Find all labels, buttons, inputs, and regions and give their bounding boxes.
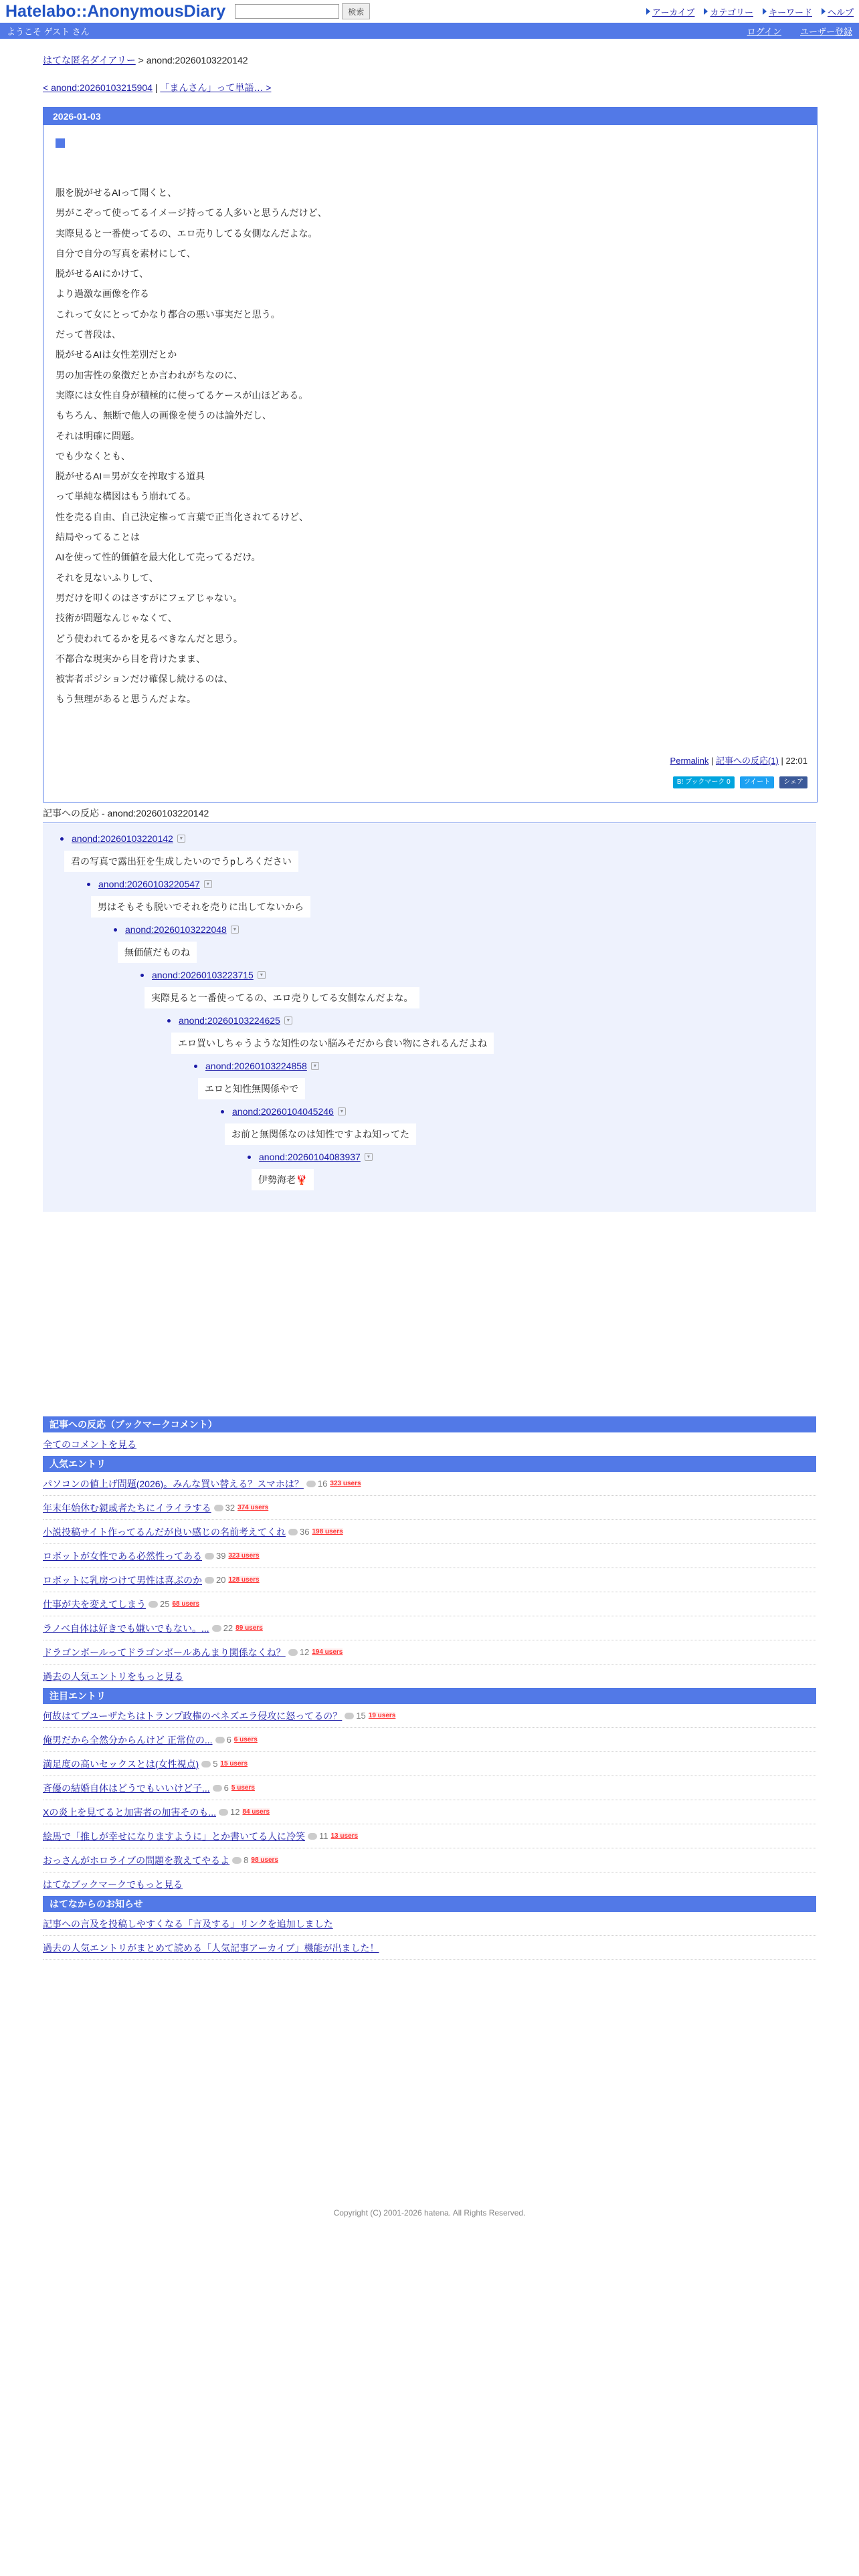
reaction-text: 男はそもそも脱いでそれを売りに出してないから bbox=[91, 896, 310, 918]
entry-title-link[interactable]: 満足度の高いセックスとは(女性視点) bbox=[43, 1758, 199, 1769]
comment-count[interactable] bbox=[212, 1623, 233, 1633]
breadcrumb-current: anond:20260103220142 bbox=[146, 55, 248, 66]
reaction-text: 無価値だものね bbox=[118, 942, 197, 963]
users-badge[interactable]: 15 users bbox=[220, 1760, 248, 1767]
breadcrumb-home[interactable]: はてな匿名ダイアリー bbox=[43, 55, 136, 66]
reaction-link[interactable]: anond:20260103220142 bbox=[72, 833, 173, 844]
toggle-icon[interactable]: ▾ bbox=[231, 926, 239, 934]
comment-count-value: 8 bbox=[244, 1855, 249, 1865]
reaction-link[interactable]: anond:20260103223715 bbox=[152, 970, 254, 980]
sidebar-lists bbox=[43, 1416, 816, 1960]
reaction-node bbox=[87, 879, 310, 918]
popular-more-link[interactable]: 過去の人気エントリをもっと見る bbox=[43, 1671, 183, 1682]
comment-count-value: 22 bbox=[223, 1623, 233, 1633]
entry-row bbox=[43, 1496, 816, 1520]
entry-line: 自分で自分の写真を素材にして、 bbox=[56, 247, 196, 259]
entry-title-link[interactable]: ラノベ自体は好きでも嫌いでもない。... bbox=[43, 1622, 209, 1634]
reaction-link-row bbox=[140, 970, 419, 980]
entry-line: でも少なくとも、 bbox=[56, 450, 130, 461]
reaction-link-row bbox=[167, 1015, 494, 1026]
comment-count[interactable] bbox=[288, 1527, 309, 1537]
comment-count[interactable] bbox=[232, 1855, 248, 1865]
breadcrumb bbox=[43, 53, 816, 67]
users-badge[interactable]: 89 users bbox=[235, 1624, 263, 1632]
news-link[interactable]: 記事への言及を投稿しやすくなる「言及する」リンクを追加しました bbox=[43, 1918, 333, 1929]
entry-title-link[interactable]: 俺男だから全然分からんけど 正常位の... bbox=[43, 1734, 213, 1745]
notable-section-title: 注目エントリ bbox=[43, 1688, 816, 1704]
register-link[interactable]: ユーザー登録 bbox=[799, 26, 852, 37]
site-logo[interactable]: Hatelabo::AnonymousDiary bbox=[5, 1, 226, 21]
comment-count[interactable] bbox=[201, 1759, 217, 1769]
reaction-text: 実際見ると一番使ってるの、エロ売りしてる女側なんだよな。 bbox=[145, 987, 419, 1008]
entry-row bbox=[43, 1800, 816, 1824]
news-section-title: はてなからのお知らせ bbox=[43, 1896, 816, 1912]
reaction-text: エロと知性無関係やで bbox=[198, 1078, 305, 1099]
comment-bubble-icon bbox=[232, 1857, 242, 1864]
reaction-link[interactable]: anond:20260104045246 bbox=[232, 1106, 334, 1117]
comment-bubble-icon bbox=[205, 1577, 214, 1584]
search-button[interactable]: 検索 bbox=[342, 3, 370, 19]
toggle-icon[interactable]: ▾ bbox=[365, 1153, 373, 1161]
comment-bubble-icon bbox=[215, 1737, 225, 1743]
comment-bubble-icon bbox=[212, 1625, 221, 1632]
next-entry-link[interactable]: 「まんさん」って単語… > bbox=[160, 82, 272, 93]
comment-count-value: 15 bbox=[356, 1711, 366, 1721]
users-badge[interactable]: 13 users bbox=[330, 1832, 359, 1840]
entry-line: 技術が問題なんじゃなくて、 bbox=[56, 613, 177, 624]
comment-count-value: 20 bbox=[216, 1575, 226, 1585]
top-nav bbox=[646, 5, 854, 18]
entry-pager bbox=[43, 81, 816, 94]
copyright: Copyright (C) 2001-2026 hatena. All Rights Reserved. bbox=[333, 2208, 526, 2218]
reactions-link[interactable]: 記事への反応(1) bbox=[715, 756, 779, 766]
comment-count[interactable] bbox=[219, 1807, 240, 1817]
entry-anchor-square[interactable] bbox=[56, 138, 65, 148]
reaction-node bbox=[167, 1015, 494, 1054]
entry-line: 実際には女性自身が積極的に使ってるケースが山ほどある。 bbox=[56, 389, 308, 401]
nav-archive-link[interactable]: アーカイブ bbox=[652, 7, 695, 17]
comment-count[interactable] bbox=[308, 1831, 328, 1841]
comment-bubble-icon bbox=[201, 1761, 211, 1767]
comment-count-value: 11 bbox=[319, 1831, 328, 1841]
entry-line: AIを使って性的価値を最大化して売ってるだけ。 bbox=[56, 552, 261, 563]
entry-row bbox=[43, 1568, 816, 1592]
news-link[interactable]: 過去の人気エントリがまとめて読める「人気記事アーカイブ」機能が出ました！ bbox=[43, 1942, 379, 1953]
entry-row bbox=[43, 1728, 816, 1752]
users-badge[interactable]: 5 users bbox=[231, 1784, 255, 1792]
entry-line: 男がこぞって使ってるイメージ持ってる人多いと思うんだけど、 bbox=[56, 207, 327, 219]
users-badge[interactable]: 374 users bbox=[237, 1504, 269, 1511]
comment-bubble-icon bbox=[214, 1505, 223, 1511]
reaction-text: 伊勢海老🦞 bbox=[252, 1169, 314, 1190]
toggle-icon[interactable]: ▾ bbox=[311, 1062, 319, 1070]
reaction-link[interactable]: anond:20260103222048 bbox=[125, 924, 227, 935]
entry-line: 不都合な現実から目を背けたまま、 bbox=[56, 653, 205, 664]
reaction-node bbox=[194, 1061, 319, 1099]
entry-line: これって女にとってかなり都合の悪い事実だと思う。 bbox=[56, 308, 280, 320]
reaction-link-row bbox=[87, 879, 310, 889]
reaction-link[interactable]: anond:20260103220547 bbox=[98, 879, 200, 889]
reaction-link[interactable]: anond:20260104083937 bbox=[259, 1152, 361, 1162]
prev-entry-link[interactable]: < anond:20260103215904 bbox=[43, 82, 153, 93]
comment-count[interactable] bbox=[205, 1551, 225, 1561]
reaction-link-row bbox=[114, 924, 239, 935]
toggle-icon[interactable]: ▾ bbox=[284, 1016, 292, 1025]
entry-row bbox=[43, 1848, 816, 1872]
entry-footer: Permalink | 記事への反応(1) | 22:01 bbox=[670, 756, 807, 766]
toggle-icon[interactable]: ▾ bbox=[258, 971, 266, 979]
users-badge[interactable]: 198 users bbox=[312, 1528, 343, 1535]
comment-count[interactable] bbox=[149, 1599, 169, 1609]
reaction-link[interactable]: anond:20260103224858 bbox=[205, 1061, 307, 1071]
reaction-node bbox=[60, 833, 298, 872]
login-link[interactable]: ログイン bbox=[747, 26, 781, 37]
share-buttons bbox=[673, 776, 807, 788]
nav-category[interactable] bbox=[704, 5, 753, 18]
entry-title-link[interactable]: 年末年始休む親戚者たちにイライラする bbox=[43, 1502, 211, 1513]
entry-title-link[interactable]: パソコンの値上げ問題(2026)。みんな買い替える？スマホは？ bbox=[43, 1478, 304, 1489]
news-list bbox=[43, 1912, 816, 1960]
entry-row bbox=[43, 1544, 816, 1568]
entry-line: 脱がせるAI＝男が女を搾取する道具 bbox=[56, 471, 205, 482]
reaction-link-row bbox=[248, 1152, 373, 1162]
toggle-icon[interactable]: ▾ bbox=[204, 880, 212, 888]
triangle-icon bbox=[822, 8, 826, 15]
reaction-node bbox=[221, 1106, 416, 1145]
reaction-text: お前と無関係なのは知性ですよね知ってた bbox=[225, 1123, 416, 1145]
entry-title-link[interactable]: 仕事が夫を変えてしまう bbox=[43, 1598, 146, 1610]
site-header bbox=[0, 0, 859, 23]
entry-line: より過激な画像を作る bbox=[56, 288, 149, 300]
entry-row bbox=[43, 1592, 816, 1616]
entry-title-link[interactable]: おっさんがホロライブの問題を教えてやるよ bbox=[43, 1854, 230, 1866]
entry-body bbox=[56, 183, 327, 710]
entry-row bbox=[43, 1752, 816, 1776]
breadcrumb-separator: > bbox=[138, 55, 144, 66]
bookmark-section-title: 記事への反応（ブックマークコメント） bbox=[43, 1416, 816, 1432]
comment-count-value: 36 bbox=[300, 1527, 310, 1537]
entry-title-link[interactable]: ロボットに乳房つけて男性は喜ぶのか bbox=[43, 1574, 202, 1586]
nav-keyword[interactable] bbox=[763, 5, 812, 18]
entry-line: 服を脱がせるAIって聞くと、 bbox=[56, 187, 177, 198]
entry-title-link[interactable]: ロボットが女性である必然性ってある bbox=[43, 1550, 202, 1562]
entry-line: もう無理があると思うんだよな。 bbox=[56, 693, 196, 705]
reaction-link-row bbox=[60, 833, 298, 844]
entry-title-link[interactable]: 絵馬で「推しが幸せになりますように」とか書いてる人に冷笑 bbox=[43, 1830, 305, 1842]
hatena-bookmark-button[interactable]: B! ブックマーク 0 bbox=[673, 776, 735, 788]
entry-line: 男の加害性の象徴だとか言われがちなのに、 bbox=[56, 369, 243, 381]
reactions-header: 記事への反応 - anond:20260103220142 bbox=[43, 807, 816, 823]
comment-bubble-icon bbox=[205, 1553, 214, 1560]
comment-count[interactable] bbox=[213, 1783, 229, 1793]
permalink[interactable]: Permalink bbox=[670, 756, 709, 766]
reaction-node bbox=[248, 1152, 373, 1190]
toggle-icon[interactable]: ▾ bbox=[177, 835, 185, 843]
reaction-tree bbox=[43, 824, 816, 1212]
comment-count-value: 6 bbox=[226, 1735, 231, 1745]
entry-line: 性を売る自由、自己決定権って言葉で正当化されてるけど、 bbox=[56, 511, 308, 522]
facebook-share-button[interactable]: シェア bbox=[779, 776, 807, 788]
reaction-link[interactable]: anond:20260103224625 bbox=[179, 1015, 280, 1026]
comment-count[interactable] bbox=[288, 1647, 309, 1657]
entry-title-link[interactable]: 小説投稿サイト作ってるんだが良い感じの名前考えてくれ bbox=[43, 1526, 286, 1537]
comment-count-value: 12 bbox=[299, 1647, 310, 1657]
users-badge[interactable]: 98 users bbox=[251, 1856, 278, 1864]
entry-row bbox=[43, 1472, 816, 1496]
entry-line: 実際見ると一番使ってるの、エロ売りしてる女側なんだよな。 bbox=[56, 227, 318, 239]
reaction-text: 君の写真で露出狂を生成したいのでうpしろください bbox=[64, 851, 298, 872]
entry-row bbox=[43, 1704, 816, 1728]
entry-row bbox=[43, 1776, 816, 1800]
comment-bubble-icon bbox=[288, 1649, 298, 1656]
entry-row bbox=[43, 1616, 816, 1640]
nav-help-link[interactable]: ヘルプ bbox=[827, 7, 854, 17]
nav-archive[interactable] bbox=[646, 5, 695, 18]
nav-keyword-link[interactable]: キーワード bbox=[768, 7, 812, 17]
reaction-link-row bbox=[221, 1106, 416, 1117]
comment-bubble-icon bbox=[306, 1481, 316, 1487]
users-badge[interactable]: 68 users bbox=[172, 1600, 200, 1608]
comment-bubble-icon bbox=[219, 1809, 228, 1816]
comment-count[interactable] bbox=[345, 1711, 365, 1721]
comment-count[interactable] bbox=[215, 1735, 231, 1745]
reaction-text: エロ買いしちゃうような知性のない脳みそだから食い物にされるんだよね bbox=[171, 1033, 494, 1054]
entry-line: それを見ないふりして、 bbox=[56, 572, 159, 583]
triangle-icon bbox=[646, 8, 650, 15]
entry-title-link[interactable]: 何故はてブユーザたちはトランプ政権のベネズエラ侵攻に怒ってるの？ bbox=[43, 1710, 343, 1721]
search-input[interactable] bbox=[235, 4, 339, 19]
triangle-icon bbox=[704, 8, 708, 15]
users-badge[interactable]: 6 users bbox=[233, 1736, 258, 1743]
entry-line: だって普段は、 bbox=[56, 329, 121, 340]
users-badge[interactable]: 19 users bbox=[368, 1712, 396, 1719]
toggle-icon[interactable]: ▾ bbox=[338, 1107, 346, 1115]
comment-count-value: 32 bbox=[225, 1503, 235, 1513]
entry-row bbox=[43, 1824, 816, 1848]
reaction-node bbox=[140, 970, 419, 1008]
nav-help[interactable] bbox=[822, 5, 854, 18]
comment-bubble-icon bbox=[308, 1833, 317, 1840]
comment-count[interactable] bbox=[306, 1479, 327, 1489]
entry-title-link[interactable]: Xの炎上を見てると加害者の加害そのも... bbox=[43, 1806, 217, 1818]
reaction-link-row bbox=[194, 1061, 319, 1071]
news-row bbox=[43, 1936, 816, 1960]
comment-count-value: 25 bbox=[160, 1599, 170, 1609]
welcome-text: ようこそ ゲスト さん bbox=[7, 26, 90, 37]
entry-line: もちろん、無断で他人の画像を使うのは論外だし、 bbox=[56, 410, 272, 421]
pager-separator: | bbox=[155, 82, 158, 93]
comment-count-value: 5 bbox=[213, 1759, 218, 1769]
triangle-icon bbox=[763, 8, 767, 15]
twitter-share-button[interactable]: ツイート bbox=[740, 776, 775, 788]
entry-line: どう使われてるかを見るべきなんだと思う。 bbox=[56, 633, 243, 644]
notable-more-link[interactable]: はてなブックマークでもっと見る bbox=[43, 1879, 183, 1890]
comment-count-value: 12 bbox=[230, 1807, 240, 1817]
entry-date: 2026-01-03 bbox=[43, 108, 817, 125]
reaction-node bbox=[114, 924, 239, 963]
entry-line: それは明確に問題。 bbox=[56, 430, 140, 441]
user-bar bbox=[0, 23, 859, 39]
entry-title-link[interactable]: ドラゴンボールってドラゴンボールあんまり関係なくね？ bbox=[43, 1646, 286, 1658]
entry-title-link[interactable]: 斉優の結婚自体はどうでもいいけど子... bbox=[43, 1782, 210, 1794]
notable-list bbox=[43, 1704, 816, 1872]
entry-line: 被害者ポジションだけ確保し続けるのは、 bbox=[56, 673, 233, 685]
nav-category-link[interactable]: カテゴリー bbox=[710, 7, 753, 17]
comment-count[interactable] bbox=[205, 1575, 225, 1585]
comment-count-value: 16 bbox=[317, 1479, 328, 1489]
users-badge[interactable]: 323 users bbox=[228, 1552, 260, 1560]
popular-list bbox=[43, 1472, 816, 1665]
entry-line: 男だけを叩くのはさすがにフェアじゃない。 bbox=[56, 592, 243, 603]
entry-line: 結局やってることは bbox=[56, 532, 140, 543]
comment-bubble-icon bbox=[149, 1601, 158, 1608]
users-badge[interactable]: 194 users bbox=[312, 1648, 343, 1656]
entry-row bbox=[43, 1640, 816, 1665]
users-badge[interactable]: 84 users bbox=[242, 1808, 270, 1816]
users-badge[interactable]: 128 users bbox=[228, 1576, 260, 1584]
all-comments-link[interactable]: 全てのコメントを見る bbox=[43, 1438, 136, 1450]
entry-row bbox=[43, 1520, 816, 1544]
comment-count-value: 6 bbox=[223, 1783, 229, 1793]
popular-section-title: 人気エントリ bbox=[43, 1456, 816, 1472]
comment-bubble-icon bbox=[345, 1713, 354, 1719]
entry-line: 脱がせるAIは女性差別だとか bbox=[56, 349, 177, 360]
news-row bbox=[43, 1912, 816, 1936]
users-badge[interactable]: 323 users bbox=[330, 1480, 361, 1487]
comment-bubble-icon bbox=[288, 1529, 298, 1535]
comment-count[interactable] bbox=[214, 1503, 235, 1513]
comment-bubble-icon bbox=[213, 1785, 222, 1792]
comment-count-value: 39 bbox=[216, 1551, 226, 1561]
entry-box bbox=[43, 107, 818, 802]
entry-time: 22:01 bbox=[785, 756, 807, 766]
entry-line: 脱がせるAIにかけて、 bbox=[56, 268, 149, 280]
entry-line: って単純な構図はもう崩れてる。 bbox=[56, 491, 196, 502]
